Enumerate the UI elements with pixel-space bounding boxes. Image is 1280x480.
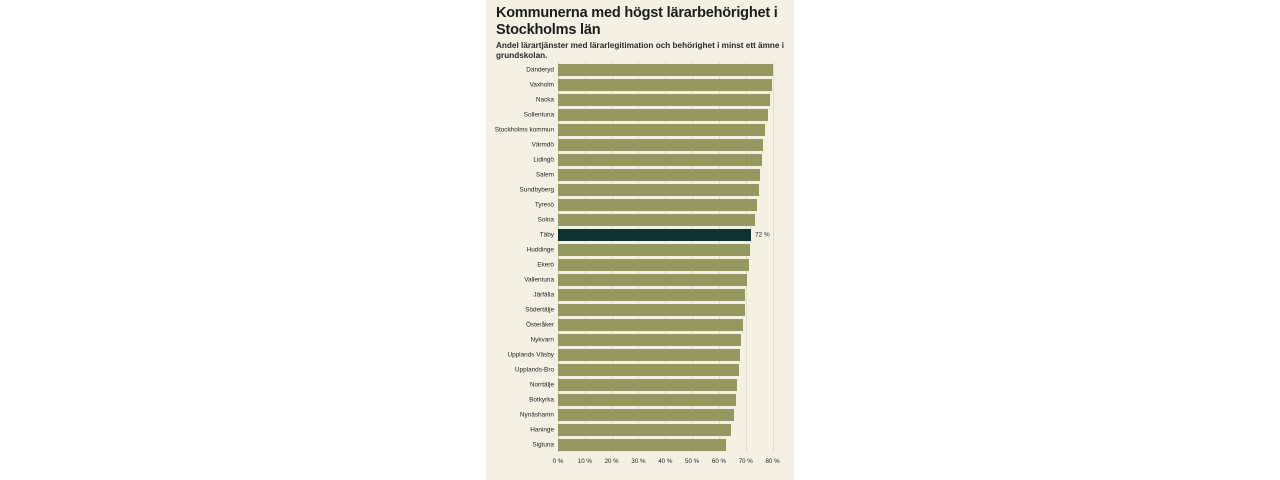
category-label: Sundbyberg xyxy=(519,186,554,193)
category-label: Ekerö xyxy=(537,261,554,268)
bar xyxy=(558,349,740,361)
category-label: Tyresö xyxy=(534,201,554,208)
bar-row xyxy=(526,62,786,77)
bar xyxy=(558,109,768,121)
bar xyxy=(558,319,743,331)
category-label: Huddinge xyxy=(526,246,554,253)
bar-row xyxy=(514,362,786,377)
x-axis-tick-label: 40 % xyxy=(658,458,673,465)
x-axis-tick-label: 20 % xyxy=(604,458,619,465)
bar-row xyxy=(535,92,786,107)
x-axis-tick-label: 50 % xyxy=(685,458,700,465)
bar xyxy=(558,274,747,286)
bar-row xyxy=(525,317,786,332)
bar xyxy=(558,424,731,436)
x-axis-tick-label: 80 % xyxy=(765,458,780,465)
bar-row xyxy=(526,242,786,257)
bar xyxy=(558,94,770,106)
category-label: Österåker xyxy=(525,321,554,328)
category-label: Norrtälje xyxy=(529,381,554,388)
bar-row xyxy=(507,347,786,362)
bar-row xyxy=(529,377,786,392)
bar-row xyxy=(533,287,786,302)
category-label: Upplands-Bro xyxy=(514,366,554,373)
bar xyxy=(558,64,773,76)
bar-row xyxy=(531,137,786,152)
x-axis-tick-label: 0 % xyxy=(552,458,564,465)
category-label: Nynäshamn xyxy=(519,411,554,418)
bar xyxy=(558,409,734,421)
x-axis-tick-label: 30 % xyxy=(631,458,646,465)
bar xyxy=(558,169,760,181)
bar xyxy=(558,394,736,406)
category-label: Solna xyxy=(537,216,554,223)
bar xyxy=(558,364,739,376)
chart-title: Kommunerna med högst lärarbehörighet i Stockholms län xyxy=(496,5,778,39)
bar-row xyxy=(533,152,786,167)
category-label: Danderyd xyxy=(526,66,554,73)
category-label: Lidingö xyxy=(533,156,554,163)
bar-row xyxy=(519,182,786,197)
chart-subtitle: Andel lärartjänster med lärarlegitimation och behörighet i minst ett ämne i grundskolan. xyxy=(496,41,784,61)
bar xyxy=(558,154,762,166)
bar-row xyxy=(535,167,786,182)
category-label: Järfälla xyxy=(533,291,554,298)
chart-plot-area xyxy=(486,62,794,480)
bar xyxy=(558,139,763,151)
category-label: Stockholms kommun xyxy=(494,126,554,133)
category-label: Upplands Väsby xyxy=(507,351,554,358)
category-label: Sollentuna xyxy=(523,111,554,118)
category-label: Vaxholm xyxy=(529,81,554,88)
bar-row xyxy=(519,407,786,422)
category-label: Värmdö xyxy=(531,141,554,148)
bar xyxy=(558,379,737,391)
bar xyxy=(558,124,765,136)
bar xyxy=(558,79,772,91)
chart-x-axis xyxy=(552,458,786,470)
category-label: Nykvarn xyxy=(530,336,554,343)
bar xyxy=(558,214,755,226)
x-axis-tick-label: 60 % xyxy=(711,458,726,465)
category-label: Vallentuna xyxy=(524,276,554,283)
bar-row xyxy=(529,392,786,407)
category-label: Täby xyxy=(539,231,554,238)
category-label: Haninge xyxy=(530,426,554,433)
bar xyxy=(558,199,757,211)
bar-row xyxy=(494,122,786,137)
x-axis-tick-label: 10 % xyxy=(577,458,592,465)
category-label: Södertälje xyxy=(525,306,554,313)
category-label: Salem xyxy=(535,171,554,178)
bar-row xyxy=(537,257,786,272)
category-label: Nacka xyxy=(535,96,554,103)
chart-bars xyxy=(494,62,786,452)
bar-row xyxy=(530,422,786,437)
bar-row xyxy=(537,212,786,227)
bar xyxy=(558,304,745,316)
category-label: Botkyrka xyxy=(529,396,554,403)
category-label: Sigtuna xyxy=(532,441,554,448)
bar xyxy=(558,259,749,271)
bar xyxy=(558,334,741,346)
bar xyxy=(558,289,745,301)
bar-row xyxy=(525,302,786,317)
chart-card xyxy=(486,0,794,480)
bar-row xyxy=(523,107,786,122)
bar xyxy=(558,244,750,256)
bar-row xyxy=(532,437,786,452)
bar-row xyxy=(534,197,786,212)
bar-row xyxy=(539,227,786,242)
x-axis-tick-label: 70 % xyxy=(738,458,753,465)
bar xyxy=(558,439,726,451)
bar-row xyxy=(524,272,786,287)
chart-header xyxy=(486,0,794,61)
bar-value-label: 72 % xyxy=(755,231,770,238)
bar xyxy=(558,229,751,241)
bar xyxy=(558,184,759,196)
bar-row xyxy=(529,77,786,92)
bar-row xyxy=(530,332,786,347)
